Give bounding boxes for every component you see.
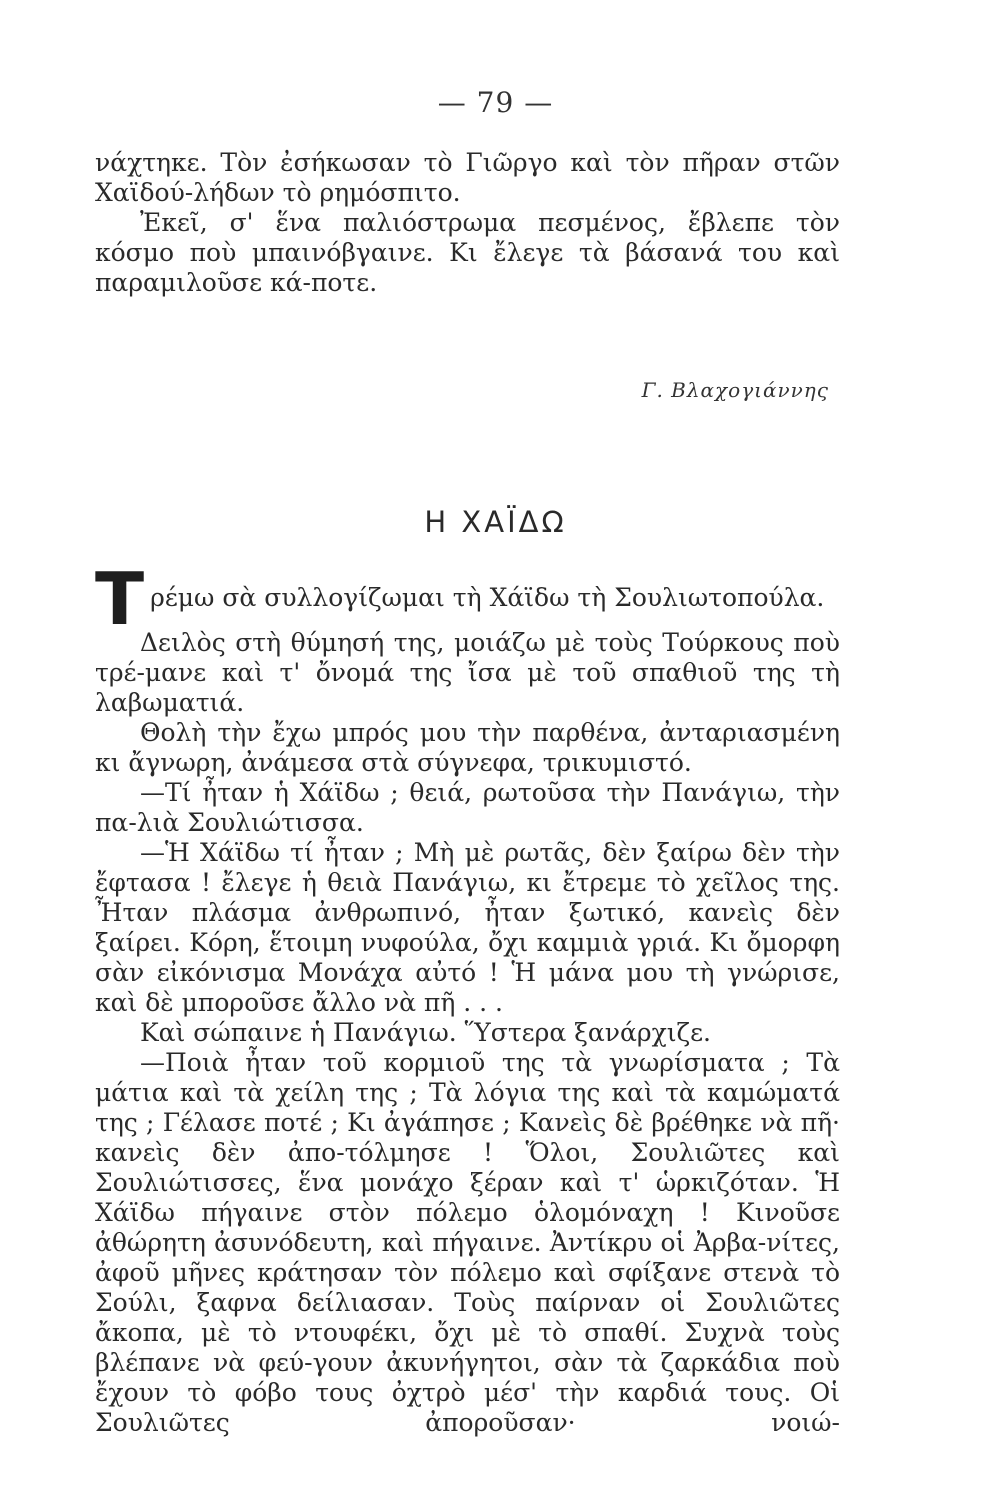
paragraph-tholi: Θολὴ τὴν ἔχω μπρός μου τὴν παρθένα, ἀνταριασμένη κι ἄγνωρη, ἀνάμεσα στὰ σύγνεφα, τρικυμιστό.: [95, 718, 840, 777]
paragraph-i-chaido: —Ἡ Χάϊδω τί ἦταν ; Μὴ μὲ ρωτᾶς, δὲν ξαίρω δὲν τὴν ἔφτασα ! ἔλεγε ἡ θειὰ Πανάγιω, κι ἔτρεμε τὸ χεῖλος της. Ἦταν πλάσμα ἀνθρωπινό, ἦταν ξωτικό, κανεὶς δὲν ξαίρει. Κόρη, ἕτοιμη νυφούλα, ὄχι καμμιὰ γριά. Κι ὄμορφη σὰν εἰκόνισμα Μονάχα αὐτό ! Ἡ μάνα μου τὴ γνώρισε, καὶ δὲ μποροῦσε ἄλλο νὰ πῆ . . .: [95, 838, 840, 1017]
drop-cap-letter: Τ: [95, 557, 145, 641]
story-title: Η ΧΑΪΔΩ: [424, 505, 567, 539]
paragraph-deilos: Δειλὸς στὴ θύμησή της, μοιάζω μὲ τοὺς Τούρκους ποὺ τρέ-μανε καὶ τ' ὄνομά της ἴσα μὲ τοῦ σπαθιοῦ της τὴ λαβωματιά.: [95, 628, 840, 717]
opening-paragraph: [95, 557, 840, 641]
previous-story-ending: [95, 148, 840, 298]
paragraph-sopaine: Καὶ σώπαινε ἡ Πανάγιω. Ὕστερα ξανάρχιζε.: [140, 1018, 711, 1047]
paragraph-ti-itan: —Τί ἦταν ἡ Χάϊδω ; θειά, ρωτοῦσα τὴν Πανάγιω, τὴν πα-λιὰ Σουλιώτισσα.: [95, 778, 840, 837]
paragraph-ekei: Ἐκεῖ, σ' ἕνα παλιόστρωμα πεσμένος, ἔβλεπε τὸν κόσμο ποὺ μπαινόβγαινε. Κι ἔλεγε τὰ βάσανά του καὶ παραμιλοῦσε κά-ποτε.: [95, 208, 840, 297]
paragraph-poia-itan: —Ποιὰ ἦταν τοῦ κορμιοῦ της τὰ γνωρίσματα ; Τὰ μάτια καὶ τὰ χείλη της ; Τὰ λόγια της καὶ τὰ καμώματά της ; Γέλασε ποτέ ; Κι ἀγάπησε ; Κανεὶς δὲ βρέθηκε νὰ πῆ· κανεὶς δὲν ἀπο-τόλμησε ! Ὅλοι, Σουλιῶτες καὶ Σουλιώτισσες, ἕνα μονάχο ξέραν καὶ τ' ὡρκιζόταν. Ἡ Χάϊδω πήγαινε στὸν πόλεμο ὁλομόναχη ! Κινοῦσε ἀθώρητη ἀσυνόδευτη, καὶ πήγαινε. Ἀντίκρυ οἱ Ἀρβα-νίτες, ἀφοῦ μῆνες κράτησαν τὸν πόλεμο καὶ σφίξανε στενὰ τὸ Σούλι, ξαφνα δείλιασαν. Τοὺς παίρναν οἱ Σουλιῶτες ἄκοπα, μὲ τὸ ντουφέκι, ὄχι μὲ τὸ σπαθί. Συχνὰ τοὺς βλέπανε νὰ φεύ-γουν ἀκυνήγητοι, σὰν τὰ ζαρκάδια ποὺ ἔχουν τὸ φόβο τους ὀχτρὸ μέσ' τὴν καρδιά τους. Οἱ Σουλιῶτες ἀποροῦσαν· νοιώ-: [95, 1048, 840, 1437]
author-signature: Γ. Βλαχογιάννης: [641, 378, 829, 402]
story-body: [95, 557, 840, 1438]
opening-line: ρέμω σὰ συλλογίζωμαι τὴ Χάϊδω τὴ Σουλιωτοπούλα.: [150, 583, 825, 612]
paragraph-continuation: νάχτηκε. Τὸν ἐσήκωσαν τὸ Γιῶργο καὶ τὸν πῆραν στῶν Χαϊδού-λήδων τὸ ρημόσπιτο.: [95, 148, 840, 207]
page-number: — 79 —: [437, 86, 554, 119]
